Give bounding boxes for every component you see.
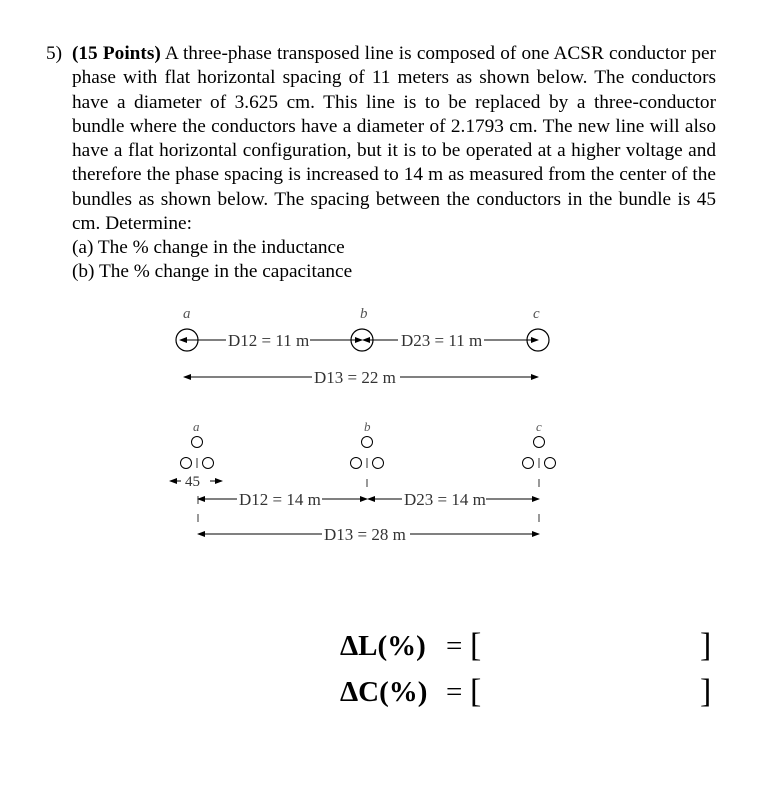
- part-b: (b) The % change in the capacitance: [72, 260, 353, 282]
- bundle-a-left-conductor: [181, 458, 192, 469]
- bundle-c-left-conductor: [523, 458, 534, 469]
- bundle-b-right-conductor: [373, 458, 384, 469]
- bundle-c: [523, 437, 556, 523]
- delta-c-close-bracket: ]: [700, 673, 712, 710]
- delta-l-open-bracket: [: [470, 627, 482, 664]
- bundle-spacing-label: 45: [185, 474, 200, 490]
- problem-points: (15 Points): [72, 43, 161, 64]
- bundle-a-top-conductor: [192, 437, 203, 448]
- delta-l-label: ΔL(%): [340, 630, 426, 662]
- top-phase-c-label: c: [533, 306, 540, 322]
- delta-c-equals: =: [446, 676, 463, 708]
- top-phase-b-label: b: [360, 306, 368, 322]
- delta-l-input[interactable]: [490, 634, 694, 664]
- bundle-b-left-conductor: [351, 458, 362, 469]
- bundled-line-diagram: [170, 419, 556, 544]
- bundle-b-top-conductor: [362, 437, 373, 448]
- bottom-d12-label: D12 = 14 m: [239, 490, 321, 509]
- delta-c-label: ΔC(%): [340, 676, 428, 708]
- answer-section: [340, 627, 720, 722]
- existing-line-diagram: [176, 306, 549, 387]
- top-d12-label: D12 = 11 m: [228, 331, 310, 350]
- bottom-phase-c-label: c: [536, 419, 542, 434]
- bundle-c-right-conductor: [545, 458, 556, 469]
- bundle-b: [351, 437, 384, 488]
- delta-l-close-bracket: ]: [700, 627, 712, 664]
- answer-row-inductance: [340, 627, 720, 676]
- bundle-a-right-conductor: [203, 458, 214, 469]
- bottom-d13-label: D13 = 28 m: [324, 525, 406, 544]
- problem-text: A three-phase transposed line is composed of one ACSR conductor per phase with flat horizontal spacing of 11 meters as shown below. The conductors have a diameter of 3.625 cm. This line is to be replaced by a three-conductor bundle where the conductors have a diameter of 2.1793 cm. The new line will also have a flat horizontal configuration, but it is to be operated at a higher voltage and therefore the phase spacing is increased to 14 m as measured from the center of the bundles as shown below. The spacing between the conductors in the bundle is 45 cm. Determine:: [72, 43, 716, 235]
- problem-number: 5): [46, 43, 63, 64]
- bundle-c-top-conductor: [534, 437, 545, 448]
- bottom-phase-b-label: b: [364, 419, 371, 434]
- bundle-a: [181, 437, 214, 469]
- bottom-phase-a-label: a: [193, 419, 200, 434]
- answer-row-capacitance: [340, 673, 720, 722]
- part-a: (a) The % change in the inductance: [72, 237, 345, 259]
- delta-c-open-bracket: [: [470, 673, 482, 710]
- top-phase-a-label: a: [183, 306, 191, 322]
- bottom-d23-label: D23 = 14 m: [404, 490, 486, 509]
- delta-c-input[interactable]: [490, 680, 694, 710]
- top-d13-label: D13 = 22 m: [314, 368, 396, 387]
- top-d23-label: D23 = 11 m: [401, 331, 483, 350]
- delta-l-equals: =: [446, 630, 463, 662]
